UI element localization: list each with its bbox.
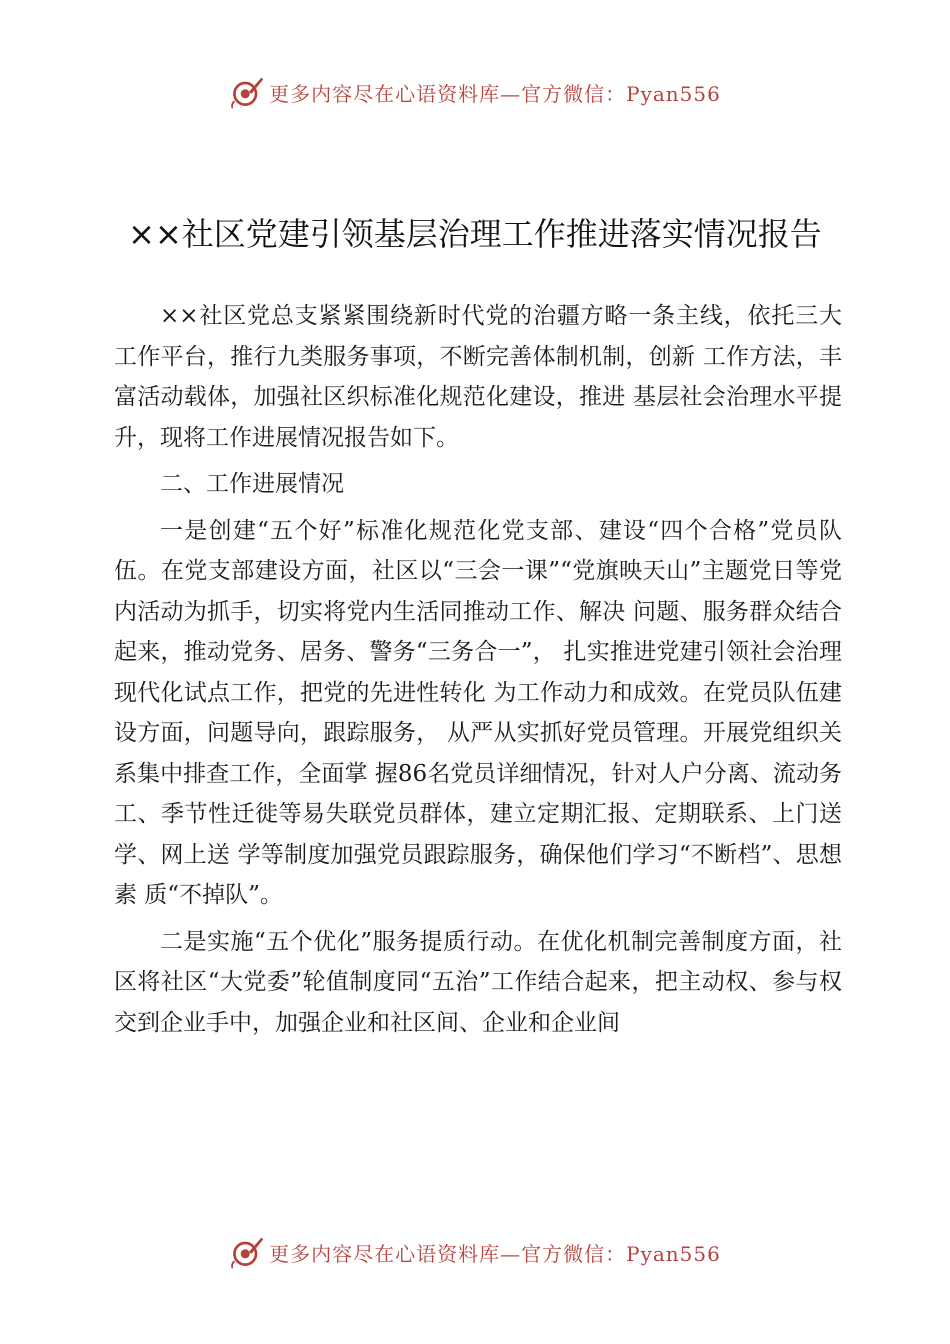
watermark-group	[229, 74, 721, 110]
watermark-text: 更多内容尽在心语资料库—官方微信：Pyan556	[269, 1241, 721, 1266]
body-paragraph-2: 二是实施“五个优化”服务提质行动。在优化机制完善制度方面，社区将社区“大党委”轮值制度同“五治”工作结合起来，把主动权、参与权交到企业手中，加强企业和社区间、企业和企业间	[114, 928, 842, 1036]
quill-seal-icon	[229, 1234, 265, 1270]
intro-paragraph: ××社区党总支紧紧围绕新时代党的治疆方略一条主线，依托三大工作平台，推行九类服务事项，不断完善体制机制，创新 工作方法，丰富活动载体，加强社区织标准化规范化建设，推进 基层社会治理水平提升，现将工作进展情况报告如下。	[114, 303, 842, 451]
watermark-group	[229, 1234, 721, 1270]
document-title: ××社区党建引领基层治理工作推进落实情况报告	[128, 215, 822, 253]
quill-seal-icon	[229, 74, 265, 110]
section-heading: 二、工作进展情况	[160, 471, 344, 497]
document-body	[114, 296, 842, 1043]
header-watermark	[0, 72, 950, 112]
body-paragraph-1: 一是创建“五个好”标准化规范化党支部、建设“四个合格”党员队伍。在党支部建设方面，社区以“三会一课”“党旗映天山”主题党日等党内活动为抓手，切实将党内生活同推动工作、解决 问题、服务群众结合起来，推动党务、居务、警务“三务合一”， 扎实推进党建引领社会治理现代化试点工作，把党的先进性转化 为工作动力和成效。在党员队伍建设方面，问题导向，跟踪服务， 从严从实抓好党员管理。开展党组织关系集中排查工作，全面掌 握86名党员详细情况，针对人户分离、流动务工、季节性迁徙等易失联党员群体，建立定期汇报、定期联系、上门送学、网上送 学等制度加强党员跟踪服务，确保他们学习“不断档”、思想素 质“不掉队”。	[114, 517, 842, 908]
watermark-text: 更多内容尽在心语资料库—官方微信：Pyan556	[269, 81, 721, 106]
footer-watermark	[0, 1232, 950, 1272]
